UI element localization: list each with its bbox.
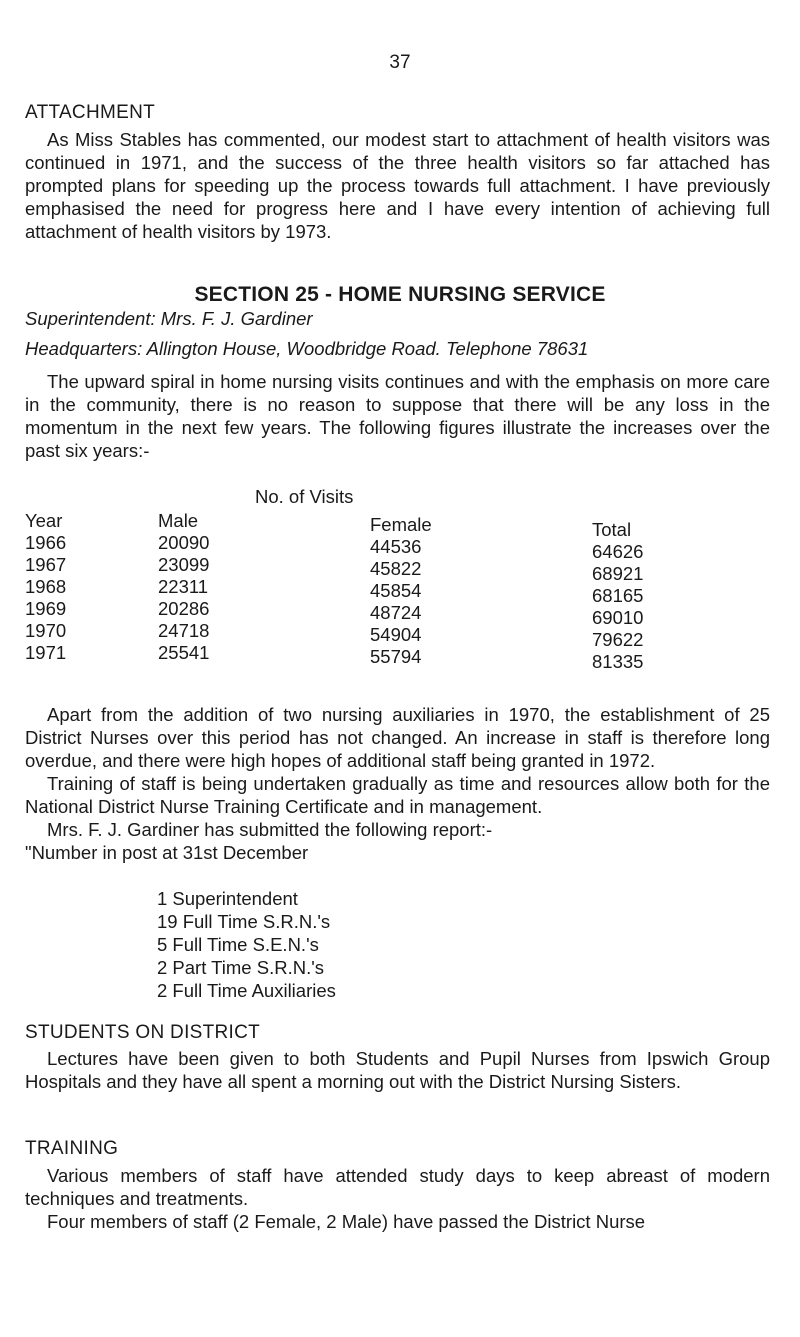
list-item: 1 Superintendent — [157, 888, 298, 909]
students-paragraph — [25, 1047, 770, 1093]
section-intro — [25, 370, 770, 462]
cell-total: 64626 — [592, 541, 644, 562]
students-text: Lectures have been given to both Students and Pupil Nurses from Ipswich Group Hospitals and they have all spent a morning out with the District Nursing Sisters. — [25, 1048, 770, 1092]
cell-female: 44536 — [370, 536, 422, 557]
cell-year: 1970 — [25, 620, 67, 641]
cell-male: 24718 — [158, 620, 210, 641]
cell-female: 55794 — [370, 646, 422, 667]
table-row — [25, 598, 745, 628]
staffing-section — [25, 703, 770, 864]
staffing-paragraph-1: Apart from the addition of two nursing auxiliaries in 1970, the establishment of 25 District Nurses over this period has not changed. An increase in staff is therefore long overdue, and there were high hopes of additional staff being granted in 1972. — [25, 704, 770, 771]
staff-list — [157, 887, 336, 1002]
cell-male: 20090 — [158, 532, 210, 553]
training-text-2: Four members of staff (2 Female, 2 Male) have passed the District Nurse — [47, 1211, 646, 1232]
cell-female: 48724 — [370, 602, 422, 623]
cell-total: 81335 — [592, 651, 644, 672]
cell-male: 22311 — [158, 576, 209, 597]
superintendent-line: Superintendent: Mrs. F. J. Gardiner — [25, 308, 313, 329]
list-item: 2 Part Time S.R.N.'s — [157, 957, 324, 978]
cell-year: 1967 — [25, 554, 67, 575]
cell-total: 79622 — [592, 629, 644, 650]
cell-total: 69010 — [592, 607, 644, 628]
table-header-row — [25, 510, 745, 540]
cell-male: 25541 — [158, 642, 210, 663]
staffing-paragraph-3: Mrs. F. J. Gardiner has submitted the following report:- — [47, 819, 493, 840]
staffing-paragraph-2: Training of staff is being undertaken gradually as time and resources allow both for the National District Nurse Training Certificate and in management. — [25, 773, 770, 817]
list-item: 2 Full Time Auxiliaries — [157, 980, 336, 1001]
table-row — [25, 576, 745, 606]
header-year: Year — [25, 510, 63, 531]
header-female: Female — [370, 514, 432, 535]
cell-male: 20286 — [158, 598, 210, 619]
list-item: 5 Full Time S.E.N.'s — [157, 934, 319, 955]
header-total: Total — [592, 519, 632, 540]
cell-female: 45822 — [370, 558, 422, 579]
cell-year: 1966 — [25, 532, 67, 553]
section-intro-text: The upward spiral in home nursing visits continues and with the emphasis on more care in the community, there is no reason to suppose that there will be any loss in the momentum in the next few years. The following figures illustrate the increases over the past six years:- — [25, 371, 770, 461]
table-row — [25, 620, 745, 650]
headquarters-line: Headquarters: Allington House, Woodbridge Road. Telephone 78631 — [25, 338, 589, 359]
cell-year: 1969 — [25, 598, 67, 619]
section-title: SECTION 25 - HOME NURSING SERVICE — [194, 283, 606, 306]
table-caption: No. of Visits — [255, 486, 354, 507]
training-paragraph — [25, 1164, 770, 1233]
number-in-post-line: "Number in post at 31st December — [25, 842, 309, 863]
table-row — [25, 532, 745, 562]
cell-year: 1968 — [25, 576, 67, 597]
cell-year: 1971 — [25, 642, 67, 663]
cell-female: 45854 — [370, 580, 422, 601]
training-text-1: Various members of staff have attended study days to keep abreast of modern techniques and treatments. — [25, 1165, 770, 1209]
page-number: 37 — [389, 52, 411, 73]
list-item: 19 Full Time S.R.N.'s — [157, 911, 331, 932]
cell-total: 68921 — [592, 563, 644, 584]
training-heading: TRAINING — [25, 1138, 119, 1159]
table-row — [25, 554, 745, 584]
attachment-text: As Miss Stables has commented, our modest start to attachment of health visitors was continued in 1971, and the success of the three health visitors so far attached has prompted plans for speeding up the process towards full attachment. I have previously emphasised the need for progress here and I have every intention of achieving full attachment of health visitors by 1973. — [25, 129, 770, 242]
students-heading: STUDENTS ON DISTRICT — [25, 1022, 261, 1043]
header-male: Male — [158, 510, 199, 531]
attachment-heading: ATTACHMENT — [25, 102, 156, 123]
cell-total: 68165 — [592, 585, 644, 606]
attachment-paragraph — [25, 128, 770, 243]
cell-female: 54904 — [370, 624, 422, 645]
cell-male: 23099 — [158, 554, 210, 575]
table-row — [25, 642, 745, 672]
